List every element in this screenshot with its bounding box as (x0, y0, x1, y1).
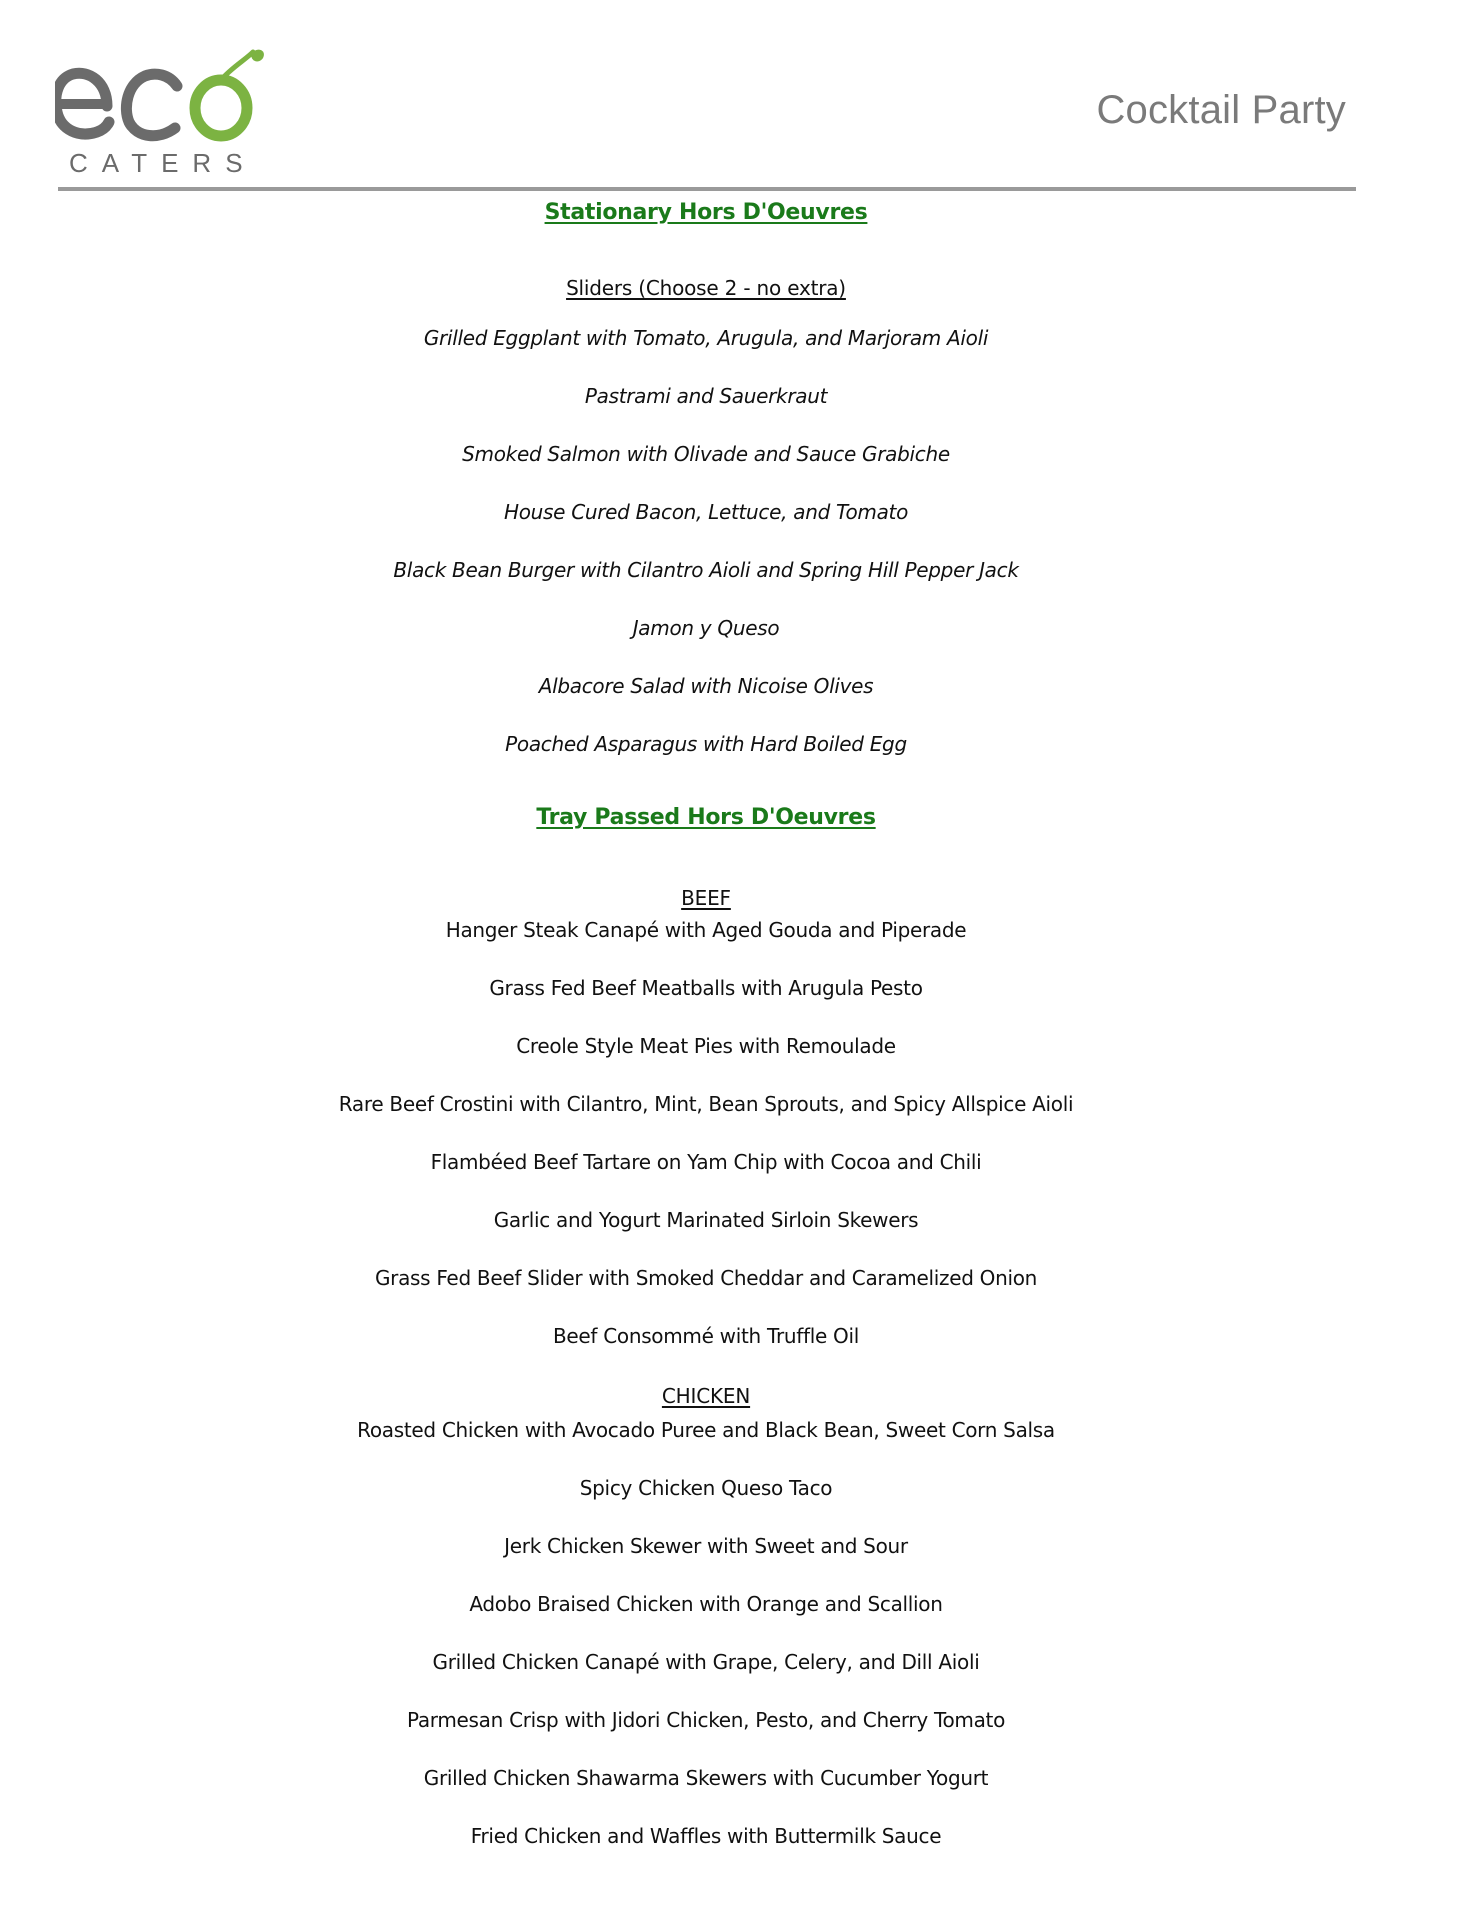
list-item: Creole Style Meat Pies with Remoulade (516, 1034, 896, 1058)
section-heading-tray-passed: Tray Passed Hors D'Oeuvres (536, 805, 876, 830)
list-item: Parmesan Crisp with Jidori Chicken, Pesto, and Cherry Tomato (406, 1708, 1006, 1732)
list-item: Grass Fed Beef Meatballs with Arugula Pesto (489, 976, 923, 1000)
list-item: Pastrami and Sauerkraut (584, 384, 828, 408)
list-item: Grilled Chicken Shawarma Skewers with Cucumber Yogurt (423, 1766, 989, 1790)
list-item: Roasted Chicken with Avocado Puree and Black Bean, Sweet Corn Salsa (357, 1418, 1055, 1442)
list-item: Jerk Chicken Skewer with Sweet and Sour (504, 1534, 908, 1558)
list-item: Rare Beef Crostini with Cilantro, Mint, Bean Sprouts, and Spicy Allspice Aioli (338, 1092, 1074, 1116)
list-item: Albacore Salad with Nicoise Olives (538, 674, 874, 698)
header-divider (58, 187, 1356, 191)
list-item: Jamon y Queso (632, 616, 780, 640)
list-item: Adobo Braised Chicken with Orange and Scallion (469, 1592, 943, 1616)
category-label-chicken: CHICKEN (661, 1384, 751, 1408)
list-item: Grilled Chicken Canapé with Grape, Celery, and Dill Aioli (432, 1650, 980, 1674)
list-item: Grass Fed Beef Slider with Smoked Cheddar and Caramelized Onion (374, 1266, 1038, 1290)
list-item: Spicy Chicken Queso Taco (579, 1476, 833, 1500)
list-item: Flambéed Beef Tartare on Yam Chip with Cocoa and Chili (430, 1150, 982, 1174)
list-item: Grilled Eggplant with Tomato, Arugula, and Marjoram Aioli (423, 326, 989, 350)
page-header (0, 0, 1484, 200)
list-item: Beef Consommé with Truffle Oil (552, 1324, 859, 1348)
list-item: Garlic and Yogurt Marinated Sirloin Skewers (493, 1208, 919, 1232)
eco-caters-logo (55, 48, 315, 178)
list-item: House Cured Bacon, Lettuce, and Tomato (503, 500, 909, 524)
sliders-label: Sliders (Choose 2 - no extra) (566, 276, 846, 300)
list-item: Black Bean Burger with Cilantro Aioli and Spring Hill Pepper Jack (393, 558, 1019, 582)
list-item: Hanger Steak Canapé with Aged Gouda and Piperade (445, 918, 967, 942)
section-heading-stationary: Stationary Hors D'Oeuvres (544, 200, 868, 225)
list-item: Poached Asparagus with Hard Boiled Egg (505, 732, 907, 756)
category-label-beef: BEEF (681, 886, 731, 910)
list-item: Smoked Salmon with Olivade and Sauce Grabiche (462, 442, 950, 466)
logo-caters-text: CATERS (69, 148, 257, 178)
list-item: Fried Chicken and Waffles with Buttermilk Sauce (470, 1824, 942, 1848)
page-title: Cocktail Party (1096, 88, 1346, 132)
